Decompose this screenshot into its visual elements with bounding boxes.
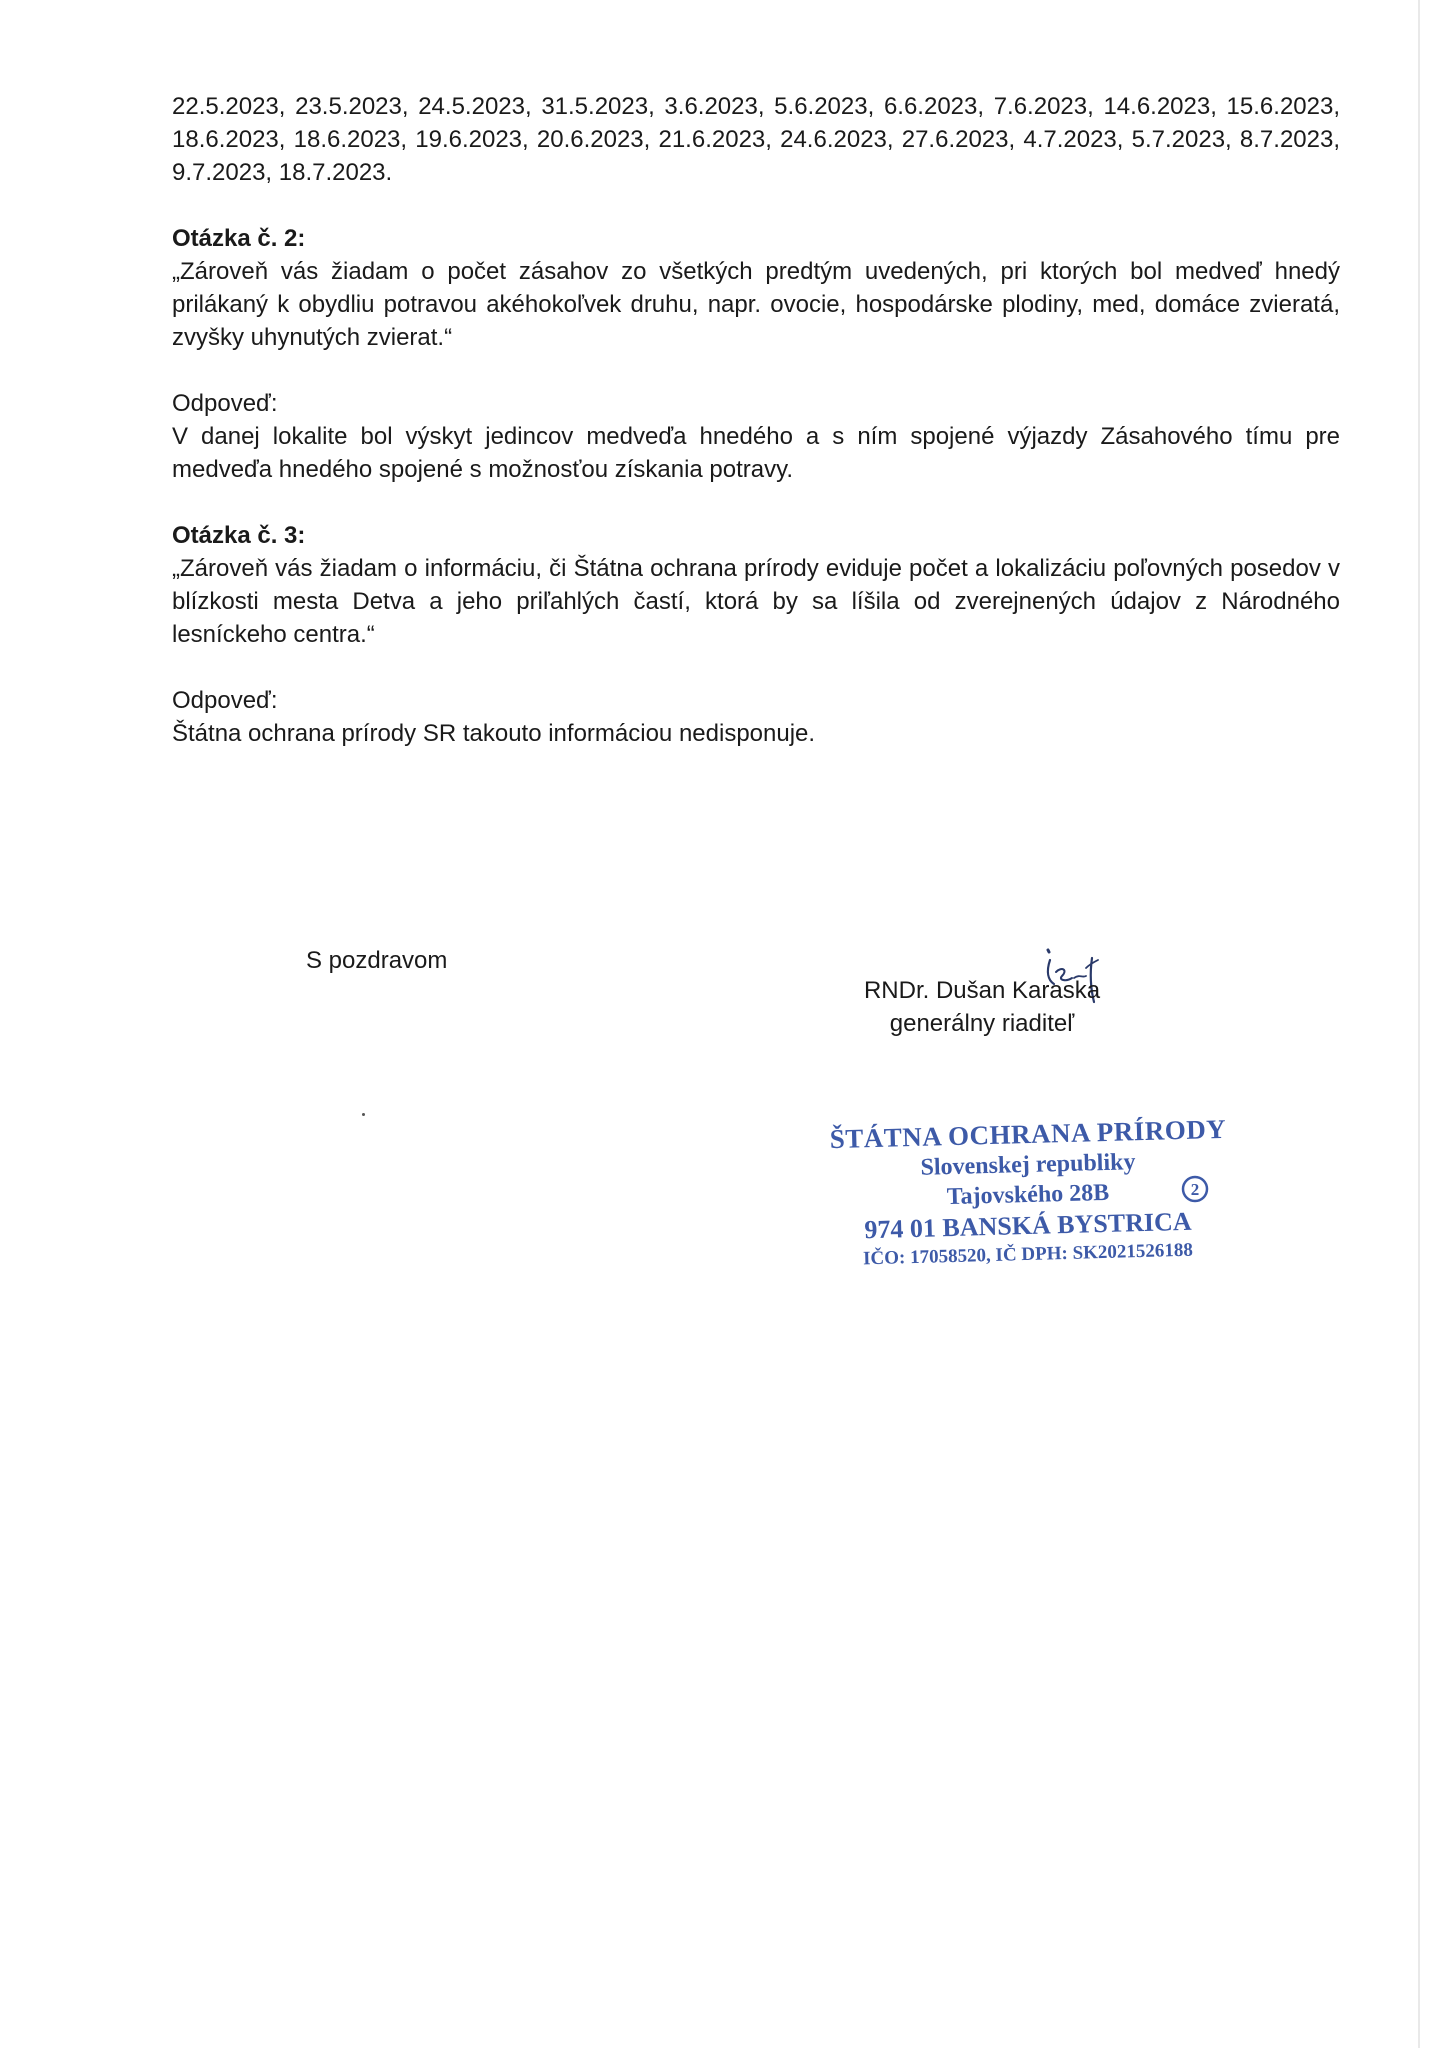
stamp-line-3: Tajovského 28B (946, 1179, 1110, 1211)
signer-title: generálny riaditeľ (889, 1010, 1075, 1037)
stamp-mark-number: 2 (1190, 1180, 1200, 1199)
answer-2-label: Odpoveď: (172, 390, 278, 417)
closing-greeting: S pozdravom (306, 947, 448, 974)
scan-speck (362, 1113, 365, 1116)
document-body (172, 90, 1340, 750)
scan-edge (1418, 0, 1420, 2048)
stamp-line-4: 974 01 BANSKÁ BYSTRICA (864, 1206, 1192, 1245)
stamp-number-mark (1180, 1174, 1210, 1204)
stamp-line-1: ŠTÁTNA OCHRANA PRÍRODY (829, 1113, 1227, 1155)
answer-3-label: Odpoveď: (172, 687, 278, 714)
answer-2-text: V danej lokalite bol výskyt jedincov medveďa hnedého a s ním spojené výjazdy Zásahového tímu pre medveďa hnedého spojené s možnosťou získania potravy. (172, 423, 1340, 483)
question-3-title: Otázka č. 3: (172, 522, 306, 549)
stamp-line-2: Slovenskej republiky (920, 1149, 1136, 1181)
answer-3-text: Štátna ochrana prírody SR takouto informáciou nedisponuje. (172, 720, 816, 747)
signer-name: RNDr. Dušan Karaska (863, 977, 1101, 1004)
question-2-text: „Zároveň vás žiadam o počet zásahov zo všetkých predtým uvedených, pri ktorých bol medveď hnedý prilákaný k obydliu potravou akéhokoľvek druhu, napr. ovocie, hospodárske plodiny, med, domáce zvieratá, zvyšky uhynutých zvierat.“ (172, 258, 1340, 351)
stamp-line-5: IČO: 17058520, IČ DPH: SK2021526188 (862, 1239, 1194, 1270)
signer-block (862, 974, 1102, 1040)
question-3-text: „Zároveň vás žiadam o informáciu, či Štátna ochrana prírody eviduje počet a lokalizáciu poľovných posedov v blízkosti mesta Detva a jeho priľahlých častí, ktorá by sa líšila od zverejnených údajov z Národného lesníckeho centra.“ (172, 555, 1340, 648)
question-2-title: Otázka č. 2: (172, 225, 306, 252)
dates-list: 22.5.2023, 23.5.2023, 24.5.2023, 31.5.2023, 3.6.2023, 5.6.2023, 6.6.2023, 7.6.2023, 14.6.2023, 15.6.2023, 18.6.2023, 18.6.2023, 19.6.2023, 20.6.2023, 21.6.2023, 24.6.2023, 27.6.2023, 4.7.2023, 5.7.2023, 8.7.2023, 9.7.2023, 18.7.2023. (172, 93, 1340, 186)
organization-stamp (818, 1113, 1238, 1270)
